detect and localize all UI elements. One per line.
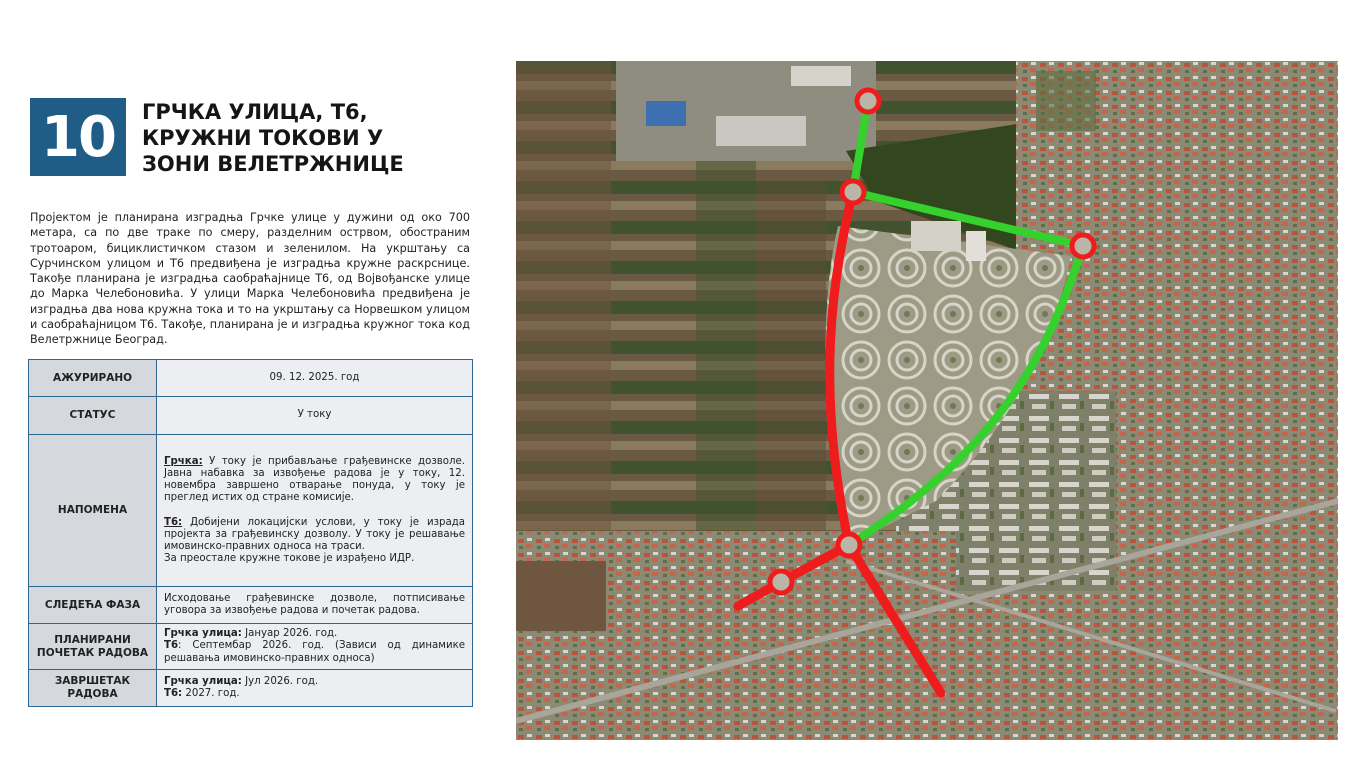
planned-start-line-1 bbox=[164, 628, 465, 640]
completion-label bbox=[29, 670, 157, 707]
roundabout-marker-icon[interactable] bbox=[770, 571, 792, 593]
row-next-phase bbox=[29, 587, 473, 624]
planned-start-l2-lead: Т6 bbox=[164, 640, 179, 652]
completion-l1-lead: Грчка улица: bbox=[164, 675, 242, 687]
completion-value bbox=[157, 670, 473, 707]
completion-l1-text: Јул 2026. год. bbox=[241, 675, 319, 687]
row-status bbox=[29, 397, 473, 435]
project-description: Пројектом је планирана изградња Грчке улице у дужини од око 700 метара, са по две траке по смеру, разделним острвом, обостраним тротоаром, бициклистичком стазом и зеленилом. На укрштању са Сурчинском улицом и Т6 предвиђена је изградња кружне раскрснице. Такође планирана је изградња саобраћајнице Т6, од Војвођанске улице до Марка Челебоновића. У улици Марка Челебоновића предвиђена је изградња два нова кружна тока и то на укрштању са Норвешком улицом и саобраћајницом Т6. Такође, планирана је и изградња кружног тока код Велетржнице Београд. bbox=[30, 211, 470, 347]
updated-value: 09. 12. 2025. год bbox=[157, 360, 473, 397]
note-paragraph-2 bbox=[164, 517, 465, 554]
completion-line-1 bbox=[164, 676, 465, 688]
updated-label: АЖУРИРАНО bbox=[29, 360, 157, 397]
planned-start-l1-text: Јануар 2026. год. bbox=[241, 628, 338, 640]
roundabout-marker-icon[interactable] bbox=[838, 534, 860, 556]
completion-label-line-1: ЗАВРШЕТАК bbox=[54, 675, 131, 687]
planned-start-l1-lead: Грчка улица: bbox=[164, 628, 242, 640]
note-p2-text: Добијени локацијски услови, у току је израда пројекта за грађевинску дозволу. У току је решавање имовинско-правних односа на траси. bbox=[164, 516, 465, 552]
project-number: 10 bbox=[41, 104, 115, 170]
roundabout-marker-icon[interactable] bbox=[842, 181, 864, 203]
planned-start-label-line-1: ПЛАНИРАНИ bbox=[54, 633, 131, 646]
roundabout-marker-icon[interactable] bbox=[857, 90, 879, 112]
next-phase-label: СЛЕДЕЋА ФАЗА bbox=[29, 587, 157, 624]
planned-start-label bbox=[29, 624, 157, 670]
roundabout-marker-icon[interactable] bbox=[1072, 235, 1094, 257]
completion-l2-lead: Т6: bbox=[164, 688, 183, 699]
project-number-badge bbox=[30, 98, 126, 176]
note-label: НАПОМЕНА bbox=[29, 435, 157, 587]
planned-start-l2-text: : Септембар 2026. год. (Зависи од динамике решавања имовинско-правних односа) bbox=[164, 640, 465, 664]
note-value bbox=[157, 435, 473, 587]
note-p1-text: У току је прибављање грађевинске дозволе. Јавна набавка за извођење радова је у току, 12. новембра завршено отварање понуда, у току је преглед истих од стране комисије. bbox=[164, 455, 465, 504]
row-note bbox=[29, 435, 473, 587]
planned-start-value bbox=[157, 624, 473, 670]
title-line-1: ГРЧКА УЛИЦА, Т6, bbox=[142, 100, 368, 124]
project-info-table bbox=[28, 359, 473, 707]
note-paragraph-1 bbox=[164, 456, 465, 505]
satellite-map[interactable] bbox=[516, 61, 1338, 740]
title-line-3: ЗОНИ ВЕЛЕТРЖНИЦЕ bbox=[142, 152, 404, 176]
map-canvas bbox=[516, 61, 1338, 740]
note-p2-lead: Т6: bbox=[164, 516, 183, 528]
completion-l2-text: 2027. год. bbox=[182, 688, 240, 699]
next-phase-value: Исходовање грађевинске дозволе, потписивање уговора за извођење радова и почетак радова. bbox=[157, 587, 473, 624]
title-line-2: КРУЖНИ ТОКОВИ У bbox=[142, 126, 384, 150]
status-label: СТАТУС bbox=[29, 397, 157, 435]
note-paragraph-3: За преостале кружне токове је израђено ИДР. bbox=[164, 553, 415, 565]
row-planned-start bbox=[29, 624, 473, 670]
row-updated bbox=[29, 360, 473, 397]
status-value: У току bbox=[157, 397, 473, 435]
completion-label-line-2: РАДОВА bbox=[67, 688, 118, 700]
planned-start-label-line-2: ПОЧЕТАК РАДОВА bbox=[36, 646, 149, 659]
page-title bbox=[142, 99, 472, 177]
completion-line-2 bbox=[164, 688, 465, 700]
note-p1-lead: Грчка: bbox=[164, 455, 203, 467]
planned-start-line-2 bbox=[164, 640, 465, 664]
row-completion bbox=[29, 670, 473, 707]
